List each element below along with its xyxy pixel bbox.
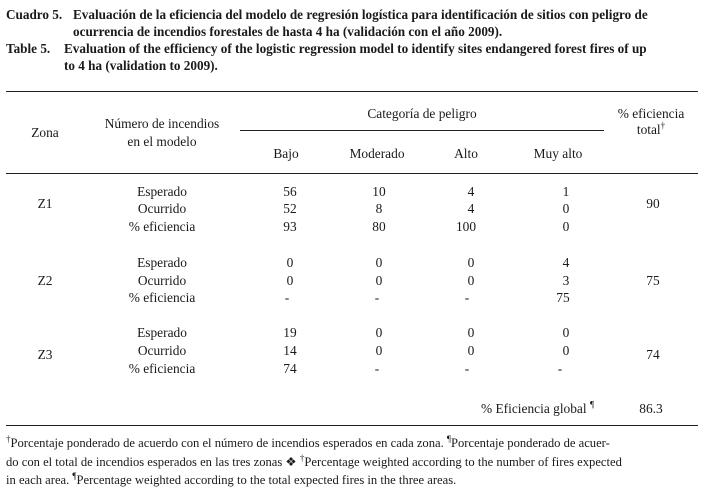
cell-alto: -	[464, 290, 470, 305]
zone-total: 90	[646, 196, 660, 211]
cell-bajo: 19	[283, 325, 297, 340]
category-rule	[240, 130, 604, 131]
row-label: Esperado	[137, 184, 187, 199]
cell-muy-alto: 75	[556, 290, 570, 305]
cell-alto: 0	[467, 343, 475, 358]
cell-bajo: 93	[283, 219, 297, 234]
cell-moderado: 10	[372, 184, 386, 199]
cell-muy-alto: 4	[562, 255, 570, 270]
caption-es-label: Cuadro 5.	[6, 7, 63, 22]
row-label: % eficiencia	[128, 219, 196, 234]
global-efficiency-label: % Eficiencia global ¶	[481, 399, 595, 416]
header-muy-alto: Muy alto	[533, 146, 583, 161]
cell-bajo: -	[284, 290, 290, 305]
cell-moderado: 0	[375, 273, 383, 288]
dagger-mark: †	[660, 120, 666, 131]
cell-muy-alto: 0	[562, 219, 570, 234]
header-categoria: Categoría de peligro	[367, 106, 477, 121]
cell-bajo: 52	[283, 201, 297, 216]
cell-alto: 0	[467, 273, 475, 288]
header-moderado: Moderado	[349, 146, 405, 161]
cell-alto: 100	[455, 219, 477, 234]
cell-alto: 0	[467, 325, 475, 340]
header-zona: Zona	[31, 125, 59, 140]
caption-en-line2: to 4 ha (validation to 2009).	[64, 58, 218, 73]
top-rule	[6, 91, 698, 92]
footnote-line1: †Porcentaje ponderado de acuerdo con el número de incendios esperados en cada zona. ¶Porcentaje ponderado de acuer-	[6, 433, 610, 450]
row-label: Ocurrido	[137, 201, 187, 216]
cell-muy-alto: 0	[562, 325, 570, 340]
cell-alto: 4	[467, 184, 475, 199]
zone-name: Z3	[37, 347, 53, 362]
zone-total: 75	[646, 273, 660, 288]
row-label: % eficiencia	[128, 361, 196, 376]
cell-alto: 4	[467, 201, 475, 216]
bottom-rule	[6, 425, 698, 426]
row-label: Esperado	[137, 325, 187, 340]
global-efficiency-value: 86.3	[639, 401, 663, 416]
cell-bajo: 14	[283, 343, 297, 358]
cell-bajo: 74	[283, 361, 297, 376]
cell-moderado: 0	[375, 325, 383, 340]
cell-bajo: 0	[286, 273, 294, 288]
row-label: Esperado	[137, 255, 187, 270]
header-eficiencia-line2: total†	[636, 120, 666, 137]
cell-muy-alto: 1	[562, 184, 570, 199]
cell-moderado: -	[374, 290, 380, 305]
caption-en-line1: Evaluation of the efficiency of the logistic regression model to identify sites endangered forest fires of up	[64, 41, 647, 56]
cell-alto: 0	[467, 255, 475, 270]
header-num-line1: Número de incendios	[104, 116, 220, 131]
cell-alto: -	[464, 361, 470, 376]
cell-bajo: 56	[283, 184, 297, 199]
zone-total: 74	[646, 347, 660, 362]
header-num-line2: en el modelo	[127, 134, 197, 149]
cell-bajo: 0	[286, 255, 294, 270]
row-label: % eficiencia	[128, 290, 196, 305]
cell-muy-alto: -	[557, 361, 563, 376]
cell-moderado: 8	[375, 201, 383, 216]
zone-name: Z1	[37, 196, 53, 211]
cell-moderado: -	[374, 361, 380, 376]
cell-muy-alto: 3	[562, 273, 570, 288]
header-alto: Alto	[454, 146, 478, 161]
cell-moderado: 0	[375, 343, 383, 358]
zone-name: Z2	[37, 273, 53, 288]
header-eficiencia-line1: % eficiencia	[617, 106, 685, 121]
cell-muy-alto: 0	[562, 201, 570, 216]
cell-moderado: 80	[372, 219, 386, 234]
cell-moderado: 0	[375, 255, 383, 270]
header-bajo: Bajo	[273, 146, 299, 161]
row-label: Ocurrido	[137, 343, 187, 358]
footnote-line2: do con el total de incendios esperados en las tres zonas ❖ †Percentage weighted according to the number of fires expected	[6, 452, 622, 469]
caption-es-line1: Evaluación de la eficiencia del modelo de regresión logística para identificación de sitios con peligro de	[73, 7, 648, 22]
caption-es-line2: ocurrencia de incendios forestales de hasta 4 ha (validación con el año 2009).	[73, 24, 503, 39]
caption-en-label: Table 5.	[6, 41, 51, 56]
row-label: Ocurrido	[137, 273, 187, 288]
header-rule	[6, 173, 698, 174]
cell-muy-alto: 0	[562, 343, 570, 358]
pilcrow-mark: ¶	[589, 399, 595, 410]
table-caption	[6, 6, 704, 76]
footnote-line3: in each area. ¶Percentage weighted according to the total expected fires in the three areas.	[6, 470, 457, 487]
